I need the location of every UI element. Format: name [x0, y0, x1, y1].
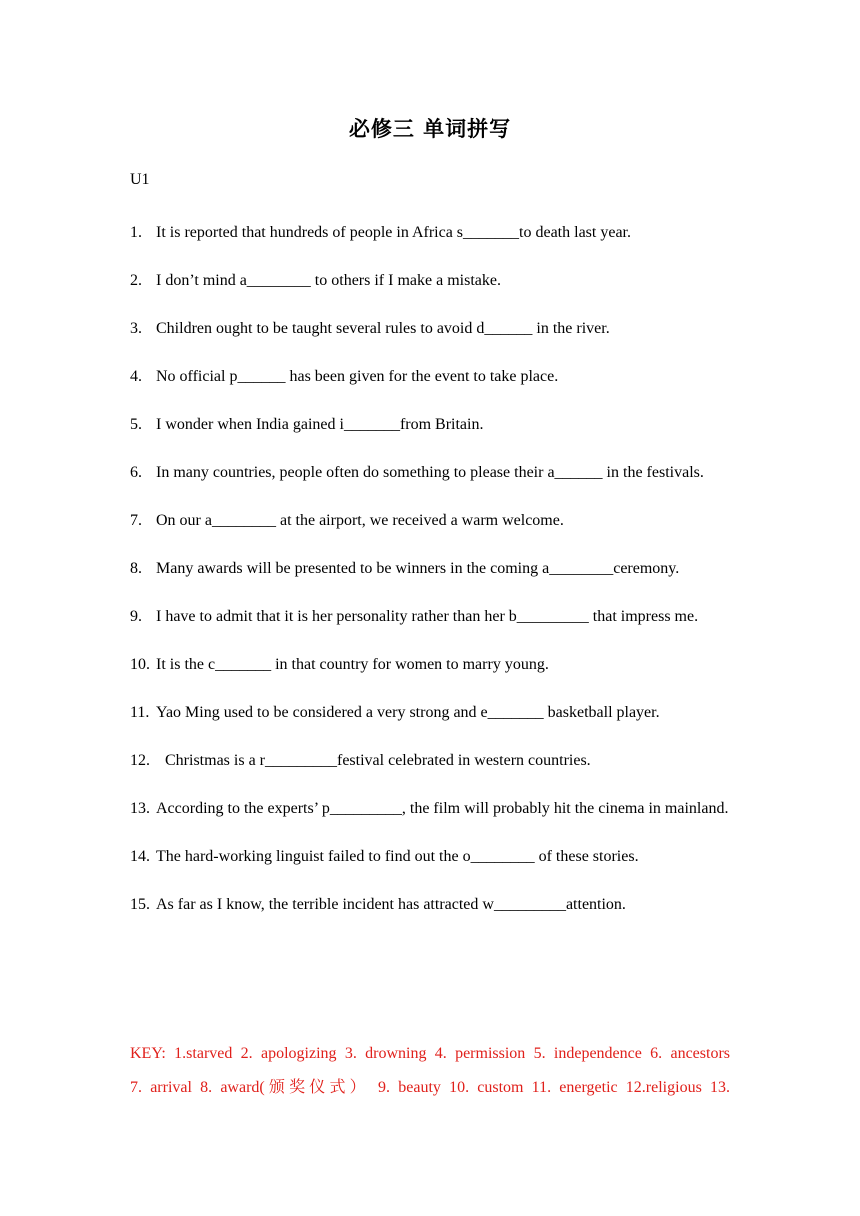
answer-key — [130, 1037, 730, 1105]
question-item — [130, 888, 730, 922]
question-text: I have to admit that it is her personality rather than her b_________ that impress me. — [156, 608, 699, 625]
answer-key-line: 7. arrival 8. award(颁奖仪式） 9. beauty 10. custom 11. energetic 12.religious 13. — [130, 1079, 730, 1096]
question-text: I wonder when India gained i_______from Britain. — [156, 416, 484, 433]
question-number: 8. — [130, 560, 142, 577]
question-item — [130, 504, 730, 538]
question-number: 15. — [130, 896, 150, 913]
question-text: I don’t mind a________ to others if I make a mistake. — [156, 272, 501, 289]
page-title: 必修三 单词拼写 — [348, 117, 512, 141]
question-text: Christmas is a r_________festival celebrated in western countries. — [165, 752, 591, 769]
question-text: Yao Ming used to be considered a very strong and e_______ basketball player. — [156, 704, 660, 721]
question-item — [130, 840, 730, 874]
question-number: 6. — [130, 464, 142, 481]
question-text: It is the c_______ in that country for women to marry young. — [156, 656, 549, 673]
question-number: 11. — [130, 704, 150, 721]
question-text: Children ought to be taught several rules to avoid d______ in the river. — [156, 320, 610, 337]
question-text: According to the experts’ p_________, the film will probably hit the cinema in mainland. — [156, 800, 729, 817]
question-text: In many countries, people often do something to please their a______ in the festivals. — [156, 464, 704, 481]
question-text: As far as I know, the terrible incident has attracted w_________attention. — [156, 896, 626, 913]
question-number: 1. — [130, 224, 142, 241]
question-number: 2. — [130, 272, 142, 289]
answer-key-line: KEY: 1.starved 2. apologizing 3. drowning 4. permission 5. independence 6. ancestors — [130, 1045, 730, 1062]
question-item — [130, 696, 730, 730]
question-text: It is reported that hundreds of people in Africa s_______to death last year. — [156, 224, 631, 241]
question-item — [130, 600, 730, 634]
question-item — [130, 408, 730, 442]
question-item — [130, 552, 730, 586]
question-item — [130, 216, 730, 250]
unit-label: U1 — [130, 171, 150, 188]
question-item — [130, 744, 730, 778]
question-number: 5. — [130, 416, 142, 433]
question-text: No official p______ has been given for the event to take place. — [156, 368, 559, 385]
question-number: 14. — [130, 848, 150, 865]
question-number: 13. — [130, 800, 150, 817]
question-text: The hard-working linguist failed to find out the o________ of these stories. — [156, 848, 639, 865]
question-number: 12. — [130, 752, 150, 769]
question-number: 7. — [130, 512, 142, 529]
question-item — [130, 456, 730, 490]
question-text: On our a________ at the airport, we received a warm welcome. — [156, 512, 564, 529]
question-number: 3. — [130, 320, 142, 337]
question-item — [130, 792, 730, 826]
question-number: 9. — [130, 608, 142, 625]
question-list — [130, 216, 730, 936]
question-number: 10. — [130, 656, 150, 673]
question-number: 4. — [130, 368, 142, 385]
question-text: Many awards will be presented to be winners in the coming a________ceremony. — [156, 560, 680, 577]
question-item — [130, 264, 730, 298]
question-item — [130, 360, 730, 394]
question-item — [130, 648, 730, 682]
question-item — [130, 312, 730, 346]
